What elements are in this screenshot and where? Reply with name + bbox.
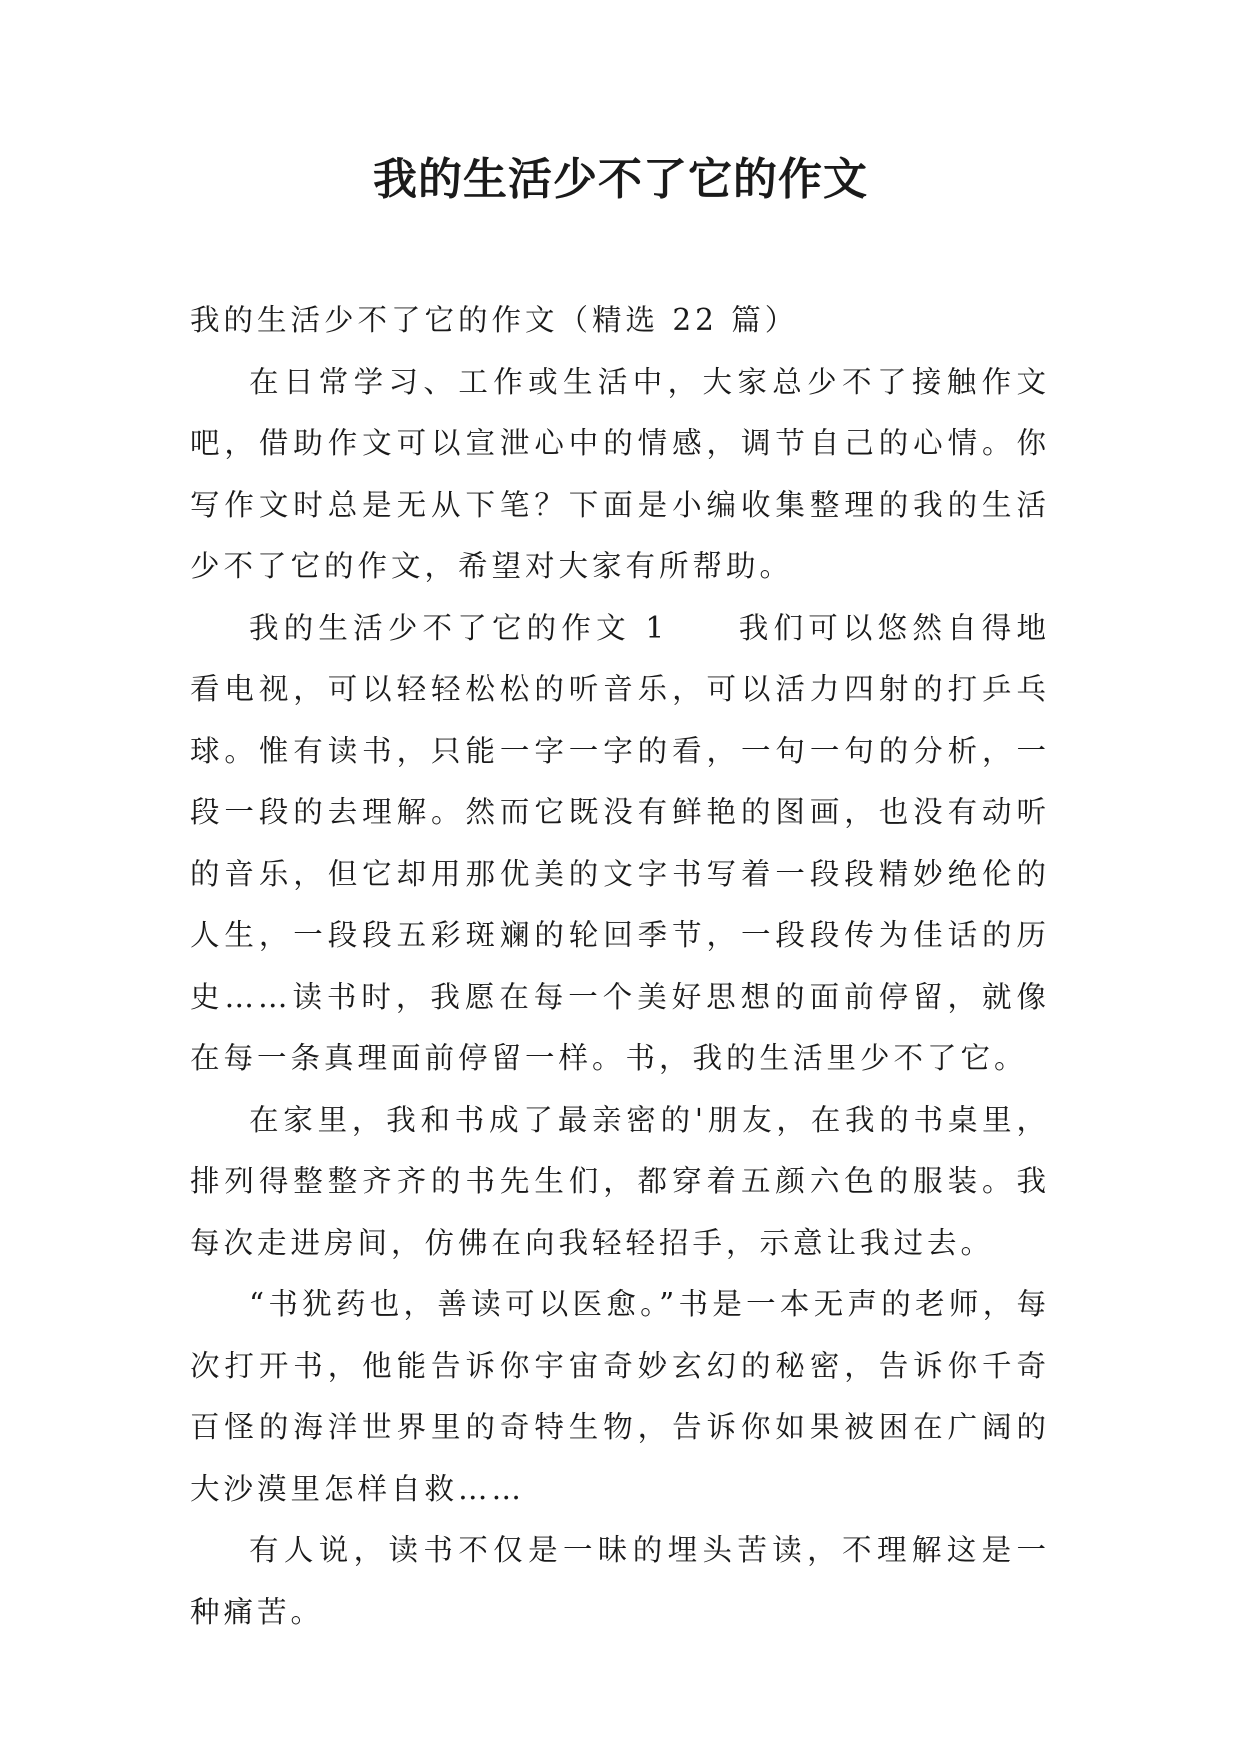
paragraph-essay-1: 我的生活少不了它的作文 1 我们可以悠然自得地看电视，可以轻轻松松的听音乐，可以活力四射的打乒乓球。惟有读书，只能一字一字的看，一句一句的分析，一段一段的去理解。然而它既没有鲜艳的图画，也没有动听的音乐，但它却用那优美的文字书写着一段段精妙绝伦的人生，一段段五彩斑斓的轮回季节，一段段传为佳话的历史……读书时，我愿在每一个美好思想的面前停留，就像在每一条真理面前停留一样。书，我的生活里少不了它。 (190, 610, 1050, 1075)
paragraph-book-teacher: “书犹药也，善读可以医愈。”书是一本无声的老师，每次打开书，他能告诉你宇宙奇妙玄幻的秘密，告诉你千奇百怪的海洋世界里的奇特生物，告诉你如果被困在广阔的大沙漠里怎样自救…… (190, 1287, 1050, 1506)
paragraph-home-books: 在家里，我和书成了最亲密的'朋友，在我的书桌里，排列得整整齐齐的书先生们，都穿着五颜六色的服装。我每次走进房间，仿佛在向我轻轻招手，示意让我过去。 (190, 1102, 1050, 1260)
paragraph-intro: 在日常学习、工作或生活中，大家总少不了接触作文吧，借助作文可以宣泄心中的情感，调节自己的心情。你写作文时总是无从下笔？下面是小编收集整理的我的生活少不了它的作文，希望对大家有所帮助。 (190, 364, 1050, 583)
paragraph-reading-pain: 有人说，读书不仅是一昧的埋头苦读，不理解这是一种痛苦。 (190, 1533, 1050, 1629)
document-subtitle: 我的生活少不了它的作文（精选 22 篇） (190, 303, 799, 337)
document-title: 我的生活少不了它的作文 (373, 154, 868, 205)
document-body (190, 290, 1050, 1643)
